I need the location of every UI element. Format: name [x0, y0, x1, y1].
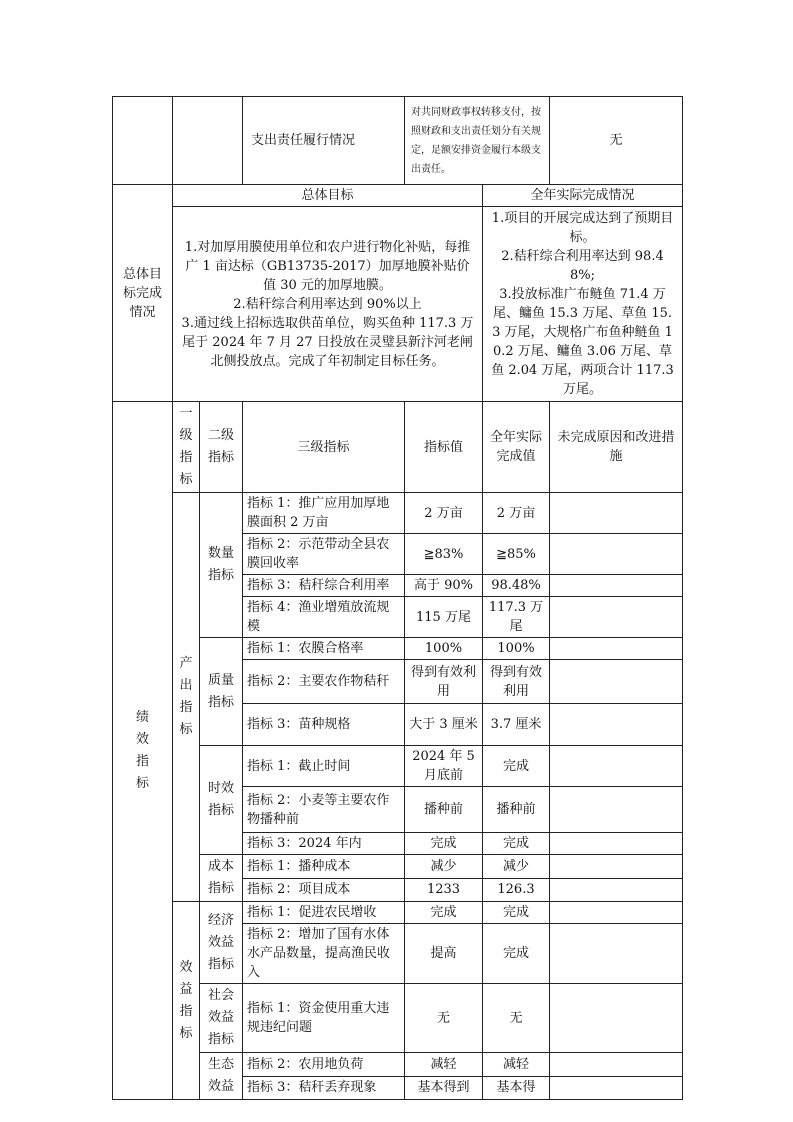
top-blank-cell [173, 97, 243, 185]
indicator-actual: 完成 [483, 833, 550, 855]
indicator-name: 指标 3：2024 年内 [243, 833, 405, 855]
indicator-reason [550, 534, 683, 575]
ecological-indicator-label: 生态效益 [200, 1053, 243, 1100]
indicator-actual: 完成 [483, 924, 550, 984]
overall-goal-line: 2.秸秆综合利用率达到 90%以上 [233, 296, 422, 312]
indicator-reason [550, 787, 683, 833]
indicator-actual: 得到有效利用 [483, 660, 550, 704]
output-indicator-label: 产出指标 [173, 493, 200, 902]
indicator-name: 指标 2：农用地负荷 [243, 1053, 405, 1077]
social-indicator-label: 社会效益指标 [200, 984, 243, 1053]
overall-actual-line: 3.投放标准广布鲢鱼 71.4 万尾、鳙鱼 15.3 万尾、草鱼 15.3 万尾，大规格广布鱼种鲢鱼 10.2 万尾、鳙鱼 3.06 万尾、草鱼 2.04 万尾，两项合计 117.3 万尾。 [491, 287, 674, 397]
overall-actual-content [483, 207, 683, 402]
overall-actual-line: 2.秸秆综合利用率达到 98.48%; [501, 249, 664, 283]
cost-indicator-label: 成本指标 [200, 855, 243, 902]
indicator-actual: 播种前 [483, 787, 550, 833]
indicator-reason [550, 984, 683, 1053]
indicator-actual: 126.3 [483, 878, 550, 902]
overall-goal-line: 1.对加厚用膜使用单位和农户进行物化补贴，每推广 1 亩达标（GB13735-2017）加厚地膜补贴价值 30 元的加厚地膜。 [184, 239, 471, 293]
expenditure-responsibility-desc: 对共同财政事权转移支付，按照财政和支出责任划分有关规定，足额安排资金履行本级支出责任。 [405, 97, 550, 185]
indicator-reason [550, 1076, 683, 1100]
indicator-reason [550, 902, 683, 924]
indicator-reason [550, 833, 683, 855]
indicator-actual: 无 [483, 984, 550, 1053]
indicator-target: 减少 [405, 855, 483, 879]
indicator-target: 无 [405, 984, 483, 1053]
indicator-name: 指标 3：苗种规格 [243, 704, 405, 746]
indicator-reason [550, 746, 683, 787]
indicator-actual: 100% [483, 638, 550, 660]
indicator-name: 指标 4：渔业增殖放流规模 [243, 597, 405, 638]
indicator-target: 大于 3 厘米 [405, 704, 483, 746]
indicator-target: 100% [405, 638, 483, 660]
indicator-target: 高于 90% [405, 575, 483, 597]
quantity-indicator-label: 数量指标 [200, 493, 243, 638]
indicator-target: 1233 [405, 878, 483, 902]
indicator-name: 指标 2：示范带动全县农膜回收率 [243, 534, 405, 575]
indicator-target: 提高 [405, 924, 483, 984]
indicator-actual: 3.7 厘米 [483, 704, 550, 746]
indicator-reason [550, 878, 683, 902]
indicator-actual: 减少 [483, 855, 550, 879]
indicator-target: 减轻 [405, 1053, 483, 1077]
top-blank-cell [113, 97, 173, 185]
indicator-reason [550, 1053, 683, 1077]
indicator-target: 115 万尾 [405, 597, 483, 638]
indicator-reason [550, 855, 683, 879]
reason-header: 未完成原因和改进措施 [550, 402, 683, 493]
indicator-name: 指标 1：截止时间 [243, 746, 405, 787]
indicator-reason [550, 924, 683, 984]
indicator-name: 指标 2：主要农作物秸秆 [243, 660, 405, 704]
overall-goal-header: 总体目标 [173, 185, 483, 207]
indicator-actual: 基本得 [483, 1076, 550, 1100]
indicator-reason [550, 660, 683, 704]
indicator-name: 指标 3：秸秆丢弃现象 [243, 1076, 405, 1100]
indicator-target: 2024 年 5 月底前 [405, 746, 483, 787]
quality-indicator-label: 质量指标 [200, 638, 243, 746]
benefit-indicator-label: 效益指标 [173, 902, 200, 1100]
indicator-reason [550, 575, 683, 597]
indicator-target: 基本得到 [405, 1076, 483, 1100]
overall-goal-label: 总体目标完成情况 [113, 185, 173, 402]
indicator-actual: 完成 [483, 746, 550, 787]
indicator-reason [550, 704, 683, 746]
indicator-reason [550, 638, 683, 660]
indicator-reason [550, 597, 683, 638]
indicator-name: 指标 1：播种成本 [243, 855, 405, 879]
target-header: 指标值 [405, 402, 483, 493]
indicator-name: 指标 2：项目成本 [243, 878, 405, 902]
performance-report-table [112, 96, 683, 1100]
level2-header: 二级指标 [200, 402, 243, 493]
indicator-name: 指标 3：秸秆综合利用率 [243, 575, 405, 597]
overall-actual-line: 1.项目的开展完成达到了预期目标。 [491, 211, 674, 245]
indicator-target: 2 万亩 [405, 493, 483, 534]
level3-header: 三级指标 [243, 402, 405, 493]
indicator-actual: 减轻 [483, 1053, 550, 1077]
indicator-target: ≧83% [405, 534, 483, 575]
indicator-actual: 117.3 万尾 [483, 597, 550, 638]
overall-goal-content [173, 207, 483, 402]
indicator-name: 指标 2：小麦等主要农作物播种前 [243, 787, 405, 833]
timeliness-indicator-label: 时效指标 [200, 746, 243, 855]
indicator-actual: 98.48% [483, 575, 550, 597]
economic-indicator-label: 经济效益指标 [200, 902, 243, 984]
indicator-target: 播种前 [405, 787, 483, 833]
indicator-name: 指标 1：促进农民增收 [243, 902, 405, 924]
indicator-target: 完成 [405, 833, 483, 855]
overall-actual-header: 全年实际完成情况 [483, 185, 683, 207]
indicator-actual: ≧85% [483, 534, 550, 575]
indicator-target: 完成 [405, 902, 483, 924]
expenditure-responsibility-value: 无 [550, 97, 683, 185]
indicator-reason [550, 493, 683, 534]
overall-goal-line: 3.通过线上招标选取供苗单位，购买鱼种 117.3 万尾于 2024 年 7 月 27 日投放在灵璧县新汴河老闸北侧投放点。完成了年初制定目标任务。 [181, 315, 474, 369]
perf-indicator-label: 绩效指标 [113, 402, 173, 1100]
indicator-actual: 2 万亩 [483, 493, 550, 534]
indicator-actual: 完成 [483, 902, 550, 924]
indicator-target: 得到有效利用 [405, 660, 483, 704]
level1-header: 一级指标 [173, 402, 200, 493]
indicator-name: 指标 1：资金使用重大违规违纪问题 [243, 984, 405, 1053]
indicator-name: 指标 1：农膜合格率 [243, 638, 405, 660]
indicator-name: 指标 1：推广应用加厚地膜面积 2 万亩 [243, 493, 405, 534]
actual-header: 全年实际完成值 [483, 402, 550, 493]
indicator-name: 指标 2：增加了国有水体水产品数量，提高渔民收入 [243, 924, 405, 984]
expenditure-responsibility-label: 支出责任履行情况 [243, 97, 405, 185]
